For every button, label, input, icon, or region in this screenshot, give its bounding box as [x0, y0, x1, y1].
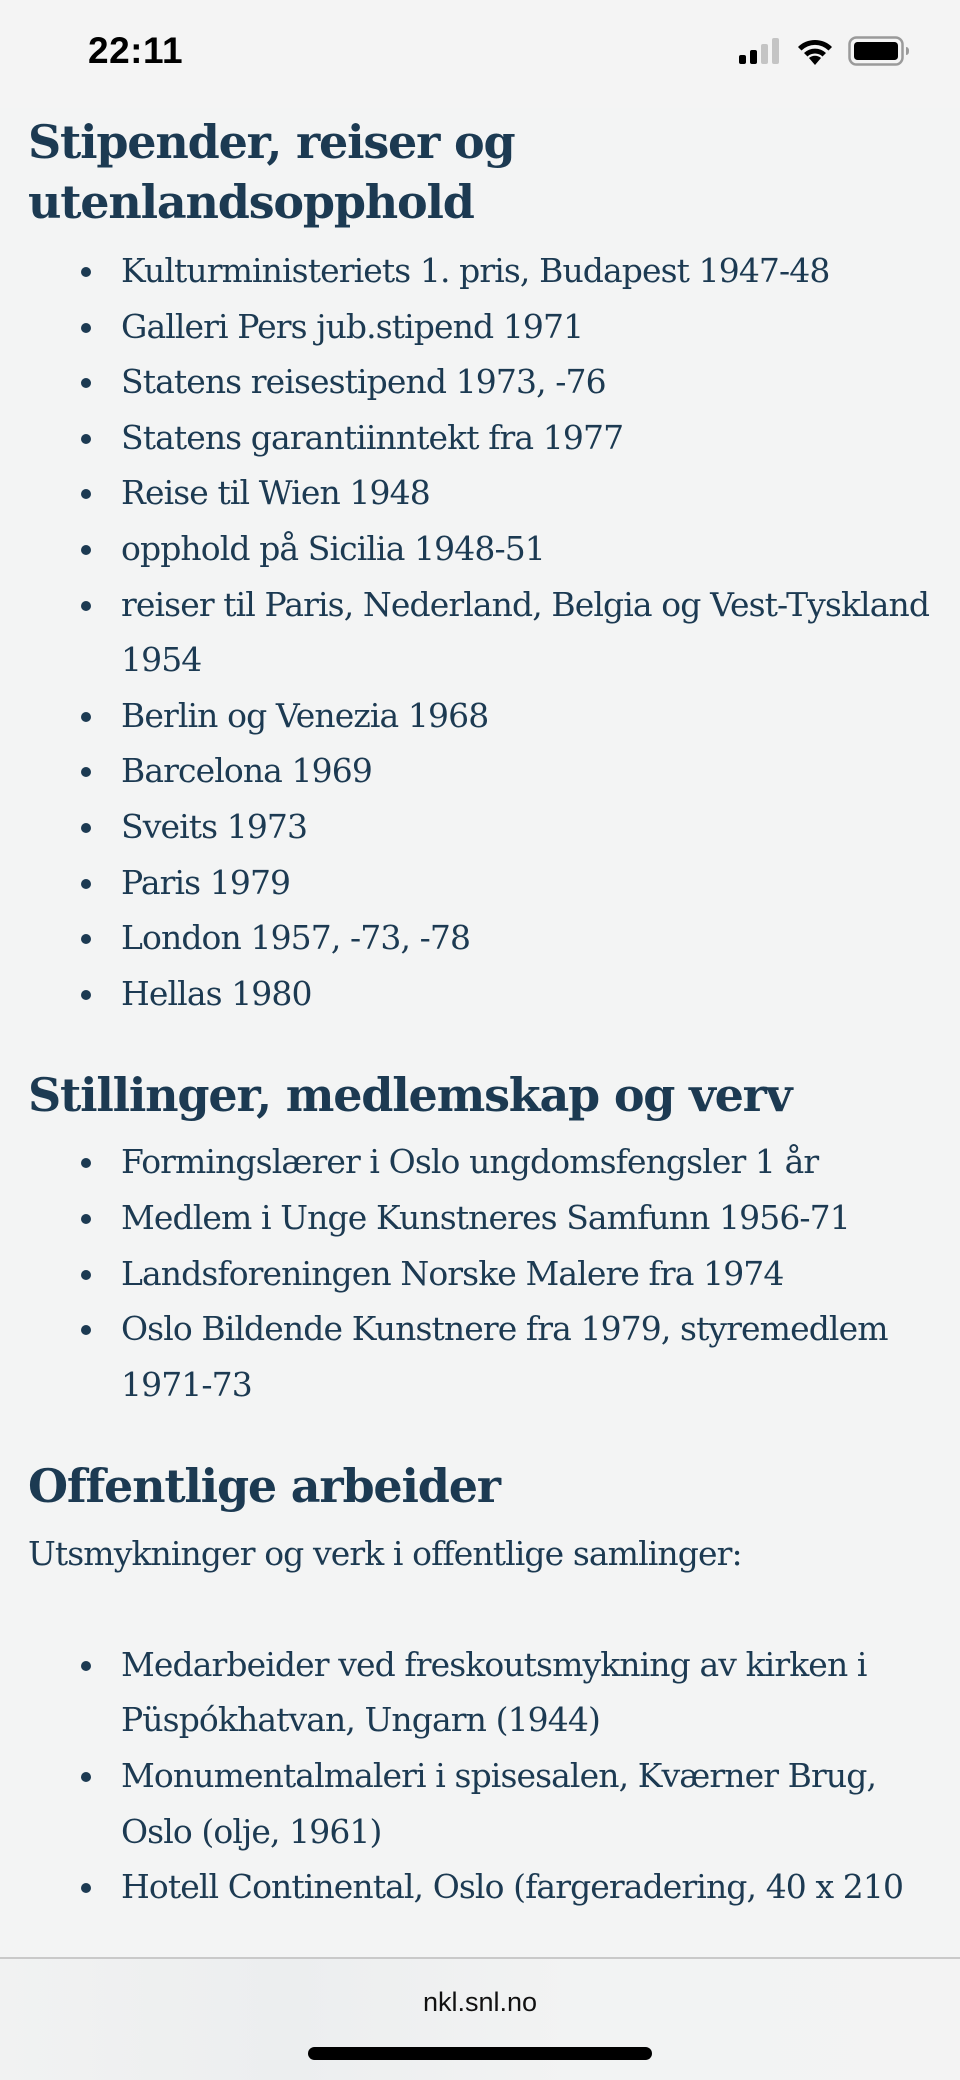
- bullet-icon: [81, 378, 91, 388]
- bullet-icon: [81, 1883, 91, 1893]
- list-item: Medarbeider ved freskoutsmykning av kirken i Püspókhatvan, Ungarn (1944): [28, 1637, 938, 1748]
- list-item: Kulturministeriets 1. pris, Budapest 1947-48: [28, 243, 938, 299]
- bullet-icon: [81, 267, 91, 277]
- url-label[interactable]: nkl.snl.no: [422, 1987, 538, 2017]
- list-item: Galleri Pers jub.stipend 1971: [28, 299, 938, 355]
- bullet-icon: [81, 712, 91, 722]
- section-title-line: utenlandsopphold: [28, 175, 474, 229]
- battery-icon: [848, 36, 910, 70]
- stillinger-list: [28, 1134, 938, 1412]
- home-indicator[interactable]: [308, 2047, 652, 2060]
- article-content: [28, 108, 938, 1915]
- bullet-icon: [81, 934, 91, 944]
- list-item: Barcelona 1969: [28, 743, 938, 799]
- list-item: Statens garantiinntekt fra 1977: [28, 410, 938, 466]
- list-item: Hellas 1980: [28, 966, 938, 1022]
- list-item: Formingslærer i Oslo ungdomsfengsler 1 år: [28, 1134, 938, 1190]
- offentlige-arbeider-list: [28, 1637, 938, 1915]
- list-item: reiser til Paris, Nederland, Belgia og Vest-Tyskland 1954: [28, 577, 938, 688]
- list-item: Reise til Wien 1948: [28, 465, 938, 521]
- browser-address-bar[interactable]: [0, 1957, 960, 2080]
- status-icons: [738, 36, 910, 70]
- bullet-icon: [81, 545, 91, 555]
- bullet-icon: [81, 1158, 91, 1168]
- cellular-signal-icon: [738, 37, 782, 69]
- bullet-icon: [81, 767, 91, 777]
- list-item: Paris 1979: [28, 855, 938, 911]
- list-item: Oslo Bildende Kunstnere fra 1979, styremedlem 1971-73: [28, 1301, 938, 1412]
- bullet-icon: [81, 489, 91, 499]
- stipend-list: [28, 243, 938, 1021]
- section-intro: Utsmykninger og verk i offentlige samlinger:: [28, 1534, 742, 1574]
- bullet-icon: [81, 1270, 91, 1280]
- bullet-icon: [81, 601, 91, 611]
- bullet-icon: [81, 990, 91, 1000]
- section-stillinger: [28, 1065, 938, 1412]
- bullet-icon: [81, 1325, 91, 1335]
- status-time: 22:11: [88, 30, 184, 71]
- section-title: Offentlige arbeider: [28, 1459, 500, 1514]
- section-title: [28, 112, 938, 232]
- bullet-icon: [81, 1214, 91, 1224]
- bullet-icon: [81, 879, 91, 889]
- wifi-icon: [796, 36, 834, 70]
- bullet-icon: [81, 1661, 91, 1671]
- list-item: London 1957, -73, -78: [28, 910, 938, 966]
- section-stipender: [28, 108, 938, 1021]
- bullet-icon: [81, 823, 91, 833]
- list-item: Sveits 1973: [28, 799, 938, 855]
- list-item: Hotell Continental, Oslo (fargeradering, 40 x 210: [28, 1859, 938, 1915]
- list-item: Statens reisestipend 1973, -76: [28, 354, 938, 410]
- list-item: Berlin og Venezia 1968: [28, 688, 938, 744]
- list-item: Monumentalmaleri i spisesalen, Kværner Brug, Oslo (olje, 1961): [28, 1748, 938, 1859]
- section-offentlige-arbeider: [28, 1456, 938, 1915]
- section-title: Stillinger, medlemskap og verv: [28, 1068, 792, 1123]
- status-bar: [0, 0, 960, 108]
- list-item: opphold på Sicilia 1948-51: [28, 521, 938, 577]
- list-item: Medlem i Unge Kunstneres Samfunn 1956-71: [28, 1190, 938, 1246]
- section-title-line: Stipender, reiser og: [28, 115, 515, 169]
- bullet-icon: [81, 323, 91, 333]
- bullet-icon: [81, 1772, 91, 1782]
- list-item: Landsforeningen Norske Malere fra 1974: [28, 1246, 938, 1302]
- bullet-icon: [81, 434, 91, 444]
